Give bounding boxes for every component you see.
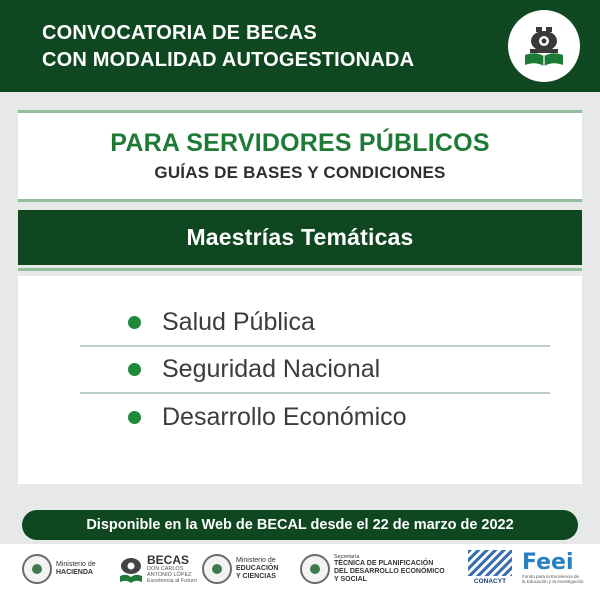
section-title: Maestrías Temáticas: [186, 224, 414, 250]
availability-banner: [22, 510, 578, 540]
hacienda-line-2: HACIENDA: [56, 569, 93, 576]
title-line-1: CONVOCATORIA DE BECAS: [42, 22, 317, 44]
bullet-icon: [128, 363, 141, 376]
section-divider: [18, 268, 582, 271]
list-item-label: Seguridad Nacional: [162, 355, 381, 383]
bullet-icon: [128, 411, 141, 424]
feei-line-2: la Educación y la Investigación: [522, 579, 584, 584]
programs-card: [18, 276, 582, 484]
hacienda-logo: [22, 554, 96, 584]
feei-line-1: Fondo para la Excelencia de: [522, 574, 580, 579]
programs-list: [80, 300, 550, 441]
educacion-line-3: Y CIENCIAS: [236, 573, 276, 580]
becas-logo: [118, 554, 197, 584]
audience-title: PARA SERVIDORES PÚBLICOS: [110, 129, 490, 157]
planificacion-line-0: Secretaría: [334, 554, 360, 560]
bullet-icon: [128, 316, 141, 329]
national-seal-icon: [300, 554, 330, 584]
becas-line-3: Excelencia al Futuro: [147, 578, 197, 584]
title-line-2: CON MODALIDAD AUTOGESTIONADA: [42, 49, 415, 71]
conacyt-emblem-icon: [468, 550, 512, 576]
list-item: [80, 300, 550, 347]
page-title: [42, 20, 414, 74]
educacion-line-2: EDUCACIÓN: [236, 565, 279, 572]
educacion-line-1: Ministerio de: [236, 557, 276, 564]
list-item: [80, 347, 550, 394]
becas-line-1: DON CARLOS: [147, 566, 184, 572]
national-seal-icon: [202, 554, 232, 584]
feei-wordmark: Feei: [522, 550, 574, 575]
national-seal-icon: [22, 554, 52, 584]
train-icon: [118, 554, 144, 584]
feei-logo: [522, 552, 584, 584]
list-item: [80, 394, 550, 441]
header-banner: [0, 0, 600, 92]
conacyt-logo: [468, 550, 512, 585]
planificacion-line-2: DEL DESARROLLO ECONÓMICO: [334, 568, 445, 575]
audience-card: [18, 110, 582, 202]
guides-subtitle: GUÍAS DE BASES Y CONDICIONES: [154, 163, 446, 182]
becas-title: BECAS: [147, 553, 190, 567]
list-item-label: Desarrollo Económico: [162, 403, 407, 431]
conacyt-label: CONACYT: [473, 578, 507, 585]
planificacion-line-3: Y SOCIAL: [334, 576, 367, 583]
train-book-icon: [508, 10, 580, 82]
planificacion-line-1: TÉCNICA DE PLANIFICACIÓN: [334, 560, 434, 567]
becas-line-2: ANTONIO LÓPEZ: [147, 572, 192, 578]
sponsor-logos: [0, 544, 600, 600]
hacienda-line-1: Ministerio de: [56, 561, 96, 568]
list-item-label: Salud Pública: [162, 308, 315, 336]
planificacion-logo: [300, 554, 445, 584]
availability-text: Disponible en la Web de BECAL desde el 22 de marzo de 2022: [86, 517, 514, 533]
section-header: [18, 210, 582, 265]
educacion-logo: [202, 554, 278, 584]
